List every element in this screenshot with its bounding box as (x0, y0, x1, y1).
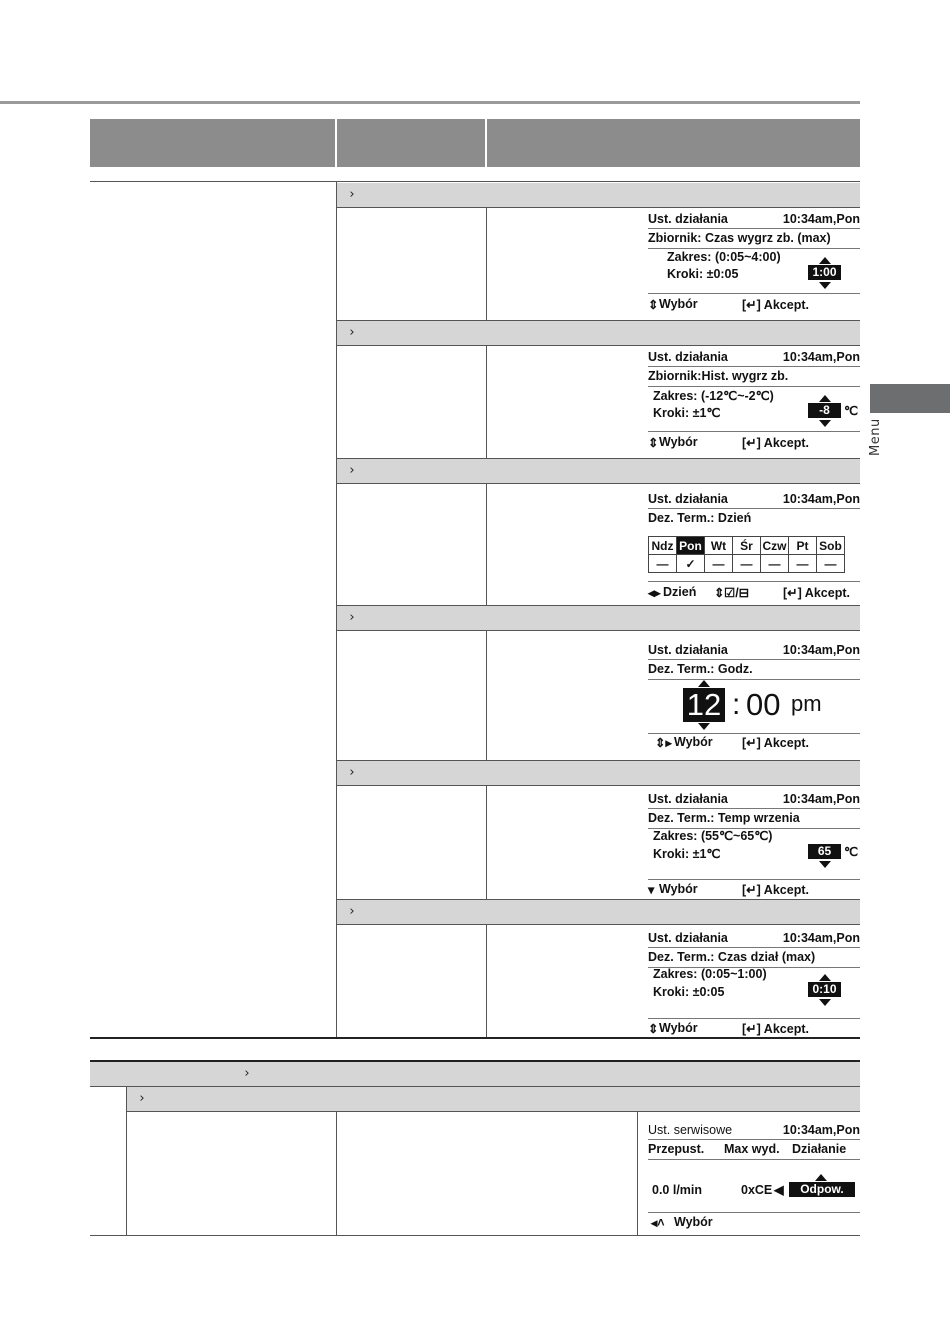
table-top-line (90, 181, 860, 182)
display-screen (648, 925, 860, 1037)
lower-section-header-row[interactable] (90, 1062, 860, 1086)
foot-accept: [↵] Akcept. (742, 736, 809, 750)
row-line (337, 483, 860, 484)
header-cell-1 (90, 119, 335, 167)
screen-title: Ust. działania (648, 643, 728, 657)
foot-select: Wybór (659, 1021, 698, 1035)
arrow-down-icon[interactable] (819, 282, 831, 289)
foot-accept: [↵] Akcept. (742, 883, 809, 897)
chevron-right-icon: › (139, 1091, 145, 1106)
time-separator: : (732, 688, 741, 721)
side-tab[interactable] (870, 384, 950, 413)
col-divider-2 (486, 207, 487, 320)
screen-title: Ust. działania (648, 212, 728, 226)
arrow-down-icon[interactable] (819, 861, 831, 868)
ampm-value[interactable]: pm (791, 691, 822, 716)
range-text: Zakres: (-12℃~-2℃) (653, 389, 774, 403)
header-cell-2 (337, 119, 485, 167)
step-text: Kroki: ±0:05 (667, 267, 739, 281)
arrow-up-icon[interactable] (819, 257, 831, 264)
foot-accept: [↵] Akcept. (783, 586, 850, 600)
arrow-down-icon[interactable] (698, 723, 710, 730)
state-value[interactable]: Odpow. (789, 1182, 855, 1197)
screen-subtitle: Dez. Term.: Dzień (648, 511, 752, 525)
foot-select: Wybór (659, 882, 698, 896)
day-header[interactable]: Śr (733, 537, 761, 555)
chevron-right-icon: › (349, 610, 355, 625)
screen-time: 10:34am,Pon (782, 931, 860, 945)
screen-title: Ust. serwisowe (648, 1123, 733, 1137)
col-divider-2 (486, 924, 487, 1038)
screen-subtitle: Dez. Term.: Temp wrzenia (648, 811, 800, 825)
screen-title: Ust. działania (648, 492, 728, 506)
row-line (337, 760, 860, 761)
display-screen (648, 786, 860, 898)
display-screen (648, 206, 860, 314)
screen-subtitle: Dez. Term.: Czas dział (max) (648, 950, 816, 964)
foot-accept: [↵] Akcept. (742, 298, 809, 312)
left-up-icon: ◂˄ (651, 1216, 665, 1230)
hour-value[interactable]: 12 (683, 688, 725, 722)
col-divider-lower-0 (126, 1086, 127, 1236)
lower-subsection-header-row[interactable] (127, 1087, 860, 1111)
display-screen (648, 344, 860, 452)
range-text: Zakres: (55℃~65℃) (653, 829, 773, 843)
service-display-screen (648, 1117, 860, 1231)
arrow-left-icon[interactable]: ◀ (774, 1183, 784, 1197)
arrow-down-icon[interactable] (819, 420, 831, 427)
updown-icon: ⇕ (714, 586, 725, 600)
display-screen (648, 637, 860, 751)
foot-accept: [↵] Akcept. (742, 436, 809, 450)
day-mark[interactable]: — (789, 555, 817, 573)
col-divider-2 (486, 483, 487, 605)
header-cell-3 (487, 119, 860, 167)
days-table (648, 536, 845, 573)
chevron-right-icon: › (349, 187, 355, 202)
screen-time: 10:34am,Pon (782, 792, 860, 806)
col-divider-2 (486, 345, 487, 458)
step-text: Kroki: ±0:05 (653, 985, 725, 999)
screen-time: 10:34am,Pon (782, 212, 860, 226)
chevron-right-icon: › (349, 463, 355, 478)
foot-select: Wybór (659, 297, 698, 311)
updown-right-icon: ⇕▸ (655, 736, 672, 750)
row-line (337, 605, 860, 606)
day-header[interactable]: Wt (705, 537, 733, 555)
day-header-selected[interactable]: Pon (677, 537, 705, 555)
day-mark[interactable]: — (733, 555, 761, 573)
arrow-up-icon[interactable] (698, 680, 710, 687)
col-divider-lower-2 (637, 1111, 638, 1236)
day-mark[interactable]: — (705, 555, 733, 573)
col-divider-lower-1 (336, 1111, 337, 1236)
screen-time: 10:34am,Pon (782, 492, 860, 506)
side-tab-label: Menu (868, 418, 883, 456)
code-value: 0xCE (741, 1183, 773, 1197)
value-box[interactable]: -8 (808, 403, 841, 418)
screen-time: 10:34am,Pon (782, 350, 860, 364)
col-header-action: Działanie (792, 1142, 847, 1156)
chevron-right-icon: › (349, 765, 355, 780)
unit-text: ℃ (844, 404, 859, 418)
row-line (337, 320, 860, 321)
day-mark[interactable]: — (649, 555, 677, 573)
screen-subtitle: Zbiornik:Hist. wygrz zb. (648, 369, 789, 383)
section-header-row[interactable] (337, 459, 860, 483)
updown-icon: ⇕ (648, 436, 659, 450)
arrow-up-icon[interactable] (819, 395, 831, 402)
flow-value: 0.0 l/min (652, 1183, 703, 1197)
foot-day: Dzień (663, 585, 697, 599)
step-text: Kroki: ±1℃ (653, 406, 721, 420)
leftright-icon: ◂▸ (648, 586, 661, 600)
section-header-row[interactable] (337, 183, 860, 207)
screen-subtitle: Zbiornik: Czas wygrz zb. (max) (648, 231, 831, 245)
screen-title: Ust. działania (648, 792, 728, 806)
section-header-row[interactable] (337, 900, 860, 924)
screen-title: Ust. działania (648, 350, 728, 364)
value-box[interactable]: 1:00 (808, 265, 841, 280)
day-mark[interactable]: ✓ (677, 555, 705, 573)
chevron-right-icon: › (349, 325, 355, 340)
display-screen (648, 486, 860, 602)
foot-accept: [↵] Akcept. (742, 1022, 809, 1036)
section-header-row[interactable] (337, 321, 860, 345)
table-bottom-line (90, 1037, 860, 1039)
day-header[interactable]: Pt (789, 537, 817, 555)
chevron-right-icon: › (244, 1066, 250, 1081)
value-box[interactable]: 0:10 (808, 982, 841, 997)
day-header[interactable]: Ndz (649, 537, 677, 555)
day-header[interactable]: Czw (762, 538, 787, 553)
range-text: Zakres: (0:05~4:00) (667, 250, 781, 264)
down-icon: ▾ (648, 883, 655, 897)
top-rule (0, 101, 860, 104)
updown-icon: ⇕ (648, 1022, 659, 1036)
row-line (337, 630, 860, 631)
screen-title: Ust. działania (648, 931, 728, 945)
minute-value[interactable]: 00 (746, 687, 781, 722)
arrow-up-icon[interactable] (815, 1174, 827, 1181)
row-line (337, 899, 860, 900)
section-header-row[interactable] (337, 761, 860, 785)
screen-time: 10:34am,Pon (782, 1123, 860, 1137)
value-box[interactable]: 65 (808, 844, 841, 859)
screen-time: 10:34am,Pon (782, 643, 860, 657)
arrow-up-icon[interactable] (819, 974, 831, 981)
arrow-down-icon[interactable] (819, 999, 831, 1006)
foot-select: Wybór (659, 435, 698, 449)
day-mark[interactable]: — (817, 555, 845, 573)
row-line (337, 458, 860, 459)
foot-check-toggle: ☑/⊟ (724, 586, 750, 600)
updown-icon: ⇕ (648, 298, 659, 312)
row-line (127, 1111, 860, 1112)
col-divider-2 (486, 630, 487, 760)
lower-table-bottom-line (90, 1235, 860, 1236)
col-header-flow: Przepust. (648, 1142, 705, 1156)
col-header-max: Max wyd. (724, 1142, 780, 1156)
section-header-row[interactable] (337, 606, 860, 630)
foot-select: Wybór (674, 735, 713, 749)
foot-select: Wybór (674, 1215, 713, 1229)
chevron-right-icon: › (349, 904, 355, 919)
day-header[interactable]: Sob (817, 537, 845, 555)
col-divider-2 (486, 785, 487, 899)
screen-subtitle: Dez. Term.: Godz. (648, 662, 753, 676)
range-text: Zakres: (0:05~1:00) (653, 967, 767, 981)
day-mark[interactable]: — (761, 555, 789, 573)
unit-text: ℃ (844, 845, 859, 859)
step-text: Kroki: ±1℃ (653, 847, 721, 861)
